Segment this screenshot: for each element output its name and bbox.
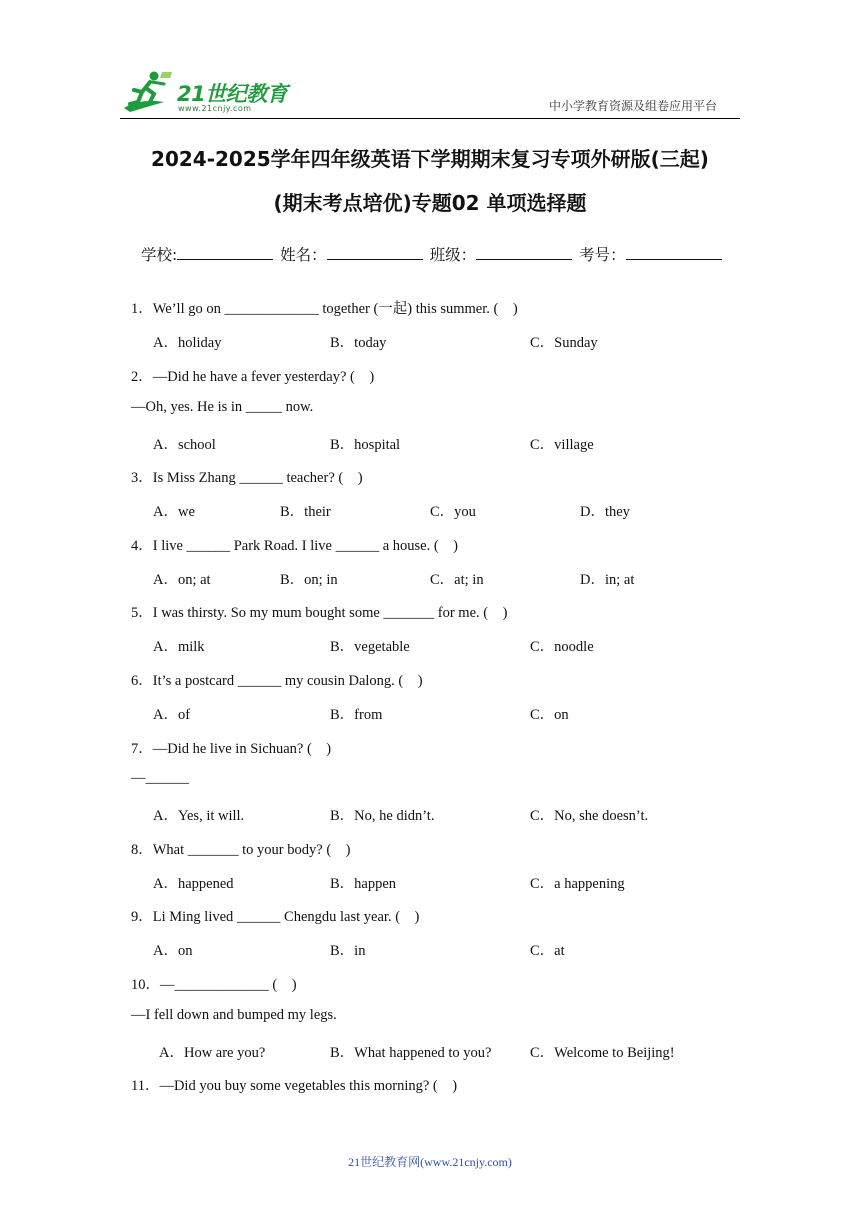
question-stem: 3．Is Miss Zhang ______ teacher? ( ) [131, 470, 363, 486]
option: C．at; in [430, 572, 484, 588]
question-stem: 5．I was thirsty. So my mum bought some _______ for me. ( ) [131, 605, 508, 621]
document-subtitle: (期末考点培优)专题02 单项选择题 [273, 191, 587, 215]
option: B．happen [330, 876, 397, 892]
option: A．on [153, 943, 193, 959]
option: B．in [330, 943, 366, 959]
logo-text: 21世纪教育 [177, 82, 288, 106]
question-reply: —Oh, yes. He is in _____ now. [131, 399, 314, 415]
option: A．happened [153, 876, 234, 892]
question-reply: —I fell down and bumped my legs. [131, 1007, 337, 1023]
question-stem: 8．What _______ to your body? ( ) [131, 842, 351, 858]
option: C．you [430, 504, 476, 520]
option: C．Sunday [530, 335, 598, 351]
logo [120, 68, 290, 118]
logo-url: www.21cnjy.com [178, 104, 252, 113]
question-stem: 9．Li Ming lived ______ Chengdu last year. ( ) [131, 909, 420, 925]
number-label: 考号： [579, 246, 626, 264]
option: D．in; at [580, 572, 635, 588]
option: A．How are you? [159, 1045, 266, 1061]
option: B．vegetable [330, 639, 410, 655]
name-label: 姓名： [280, 246, 327, 264]
class-label: 班级： [429, 246, 477, 264]
question-reply: —______ [131, 770, 189, 786]
question-stem: 7．—Did he live in Sichuan? ( ) [131, 741, 332, 757]
class-blank[interactable] [476, 243, 572, 260]
option: B．from [330, 707, 383, 723]
runner-logo-icon [120, 68, 180, 116]
option: B．today [330, 335, 387, 351]
option: B．hospital [330, 437, 401, 453]
question-stem: 10．—_____________ ( ) [131, 977, 297, 993]
option: C．noodle [530, 639, 594, 655]
page-header [0, 0, 860, 120]
option: C．at [530, 943, 565, 959]
header-divider [120, 118, 740, 119]
option: A．on; at [153, 572, 211, 588]
option: C．Welcome to Beijing! [530, 1045, 675, 1061]
school-blank[interactable] [177, 243, 273, 260]
document-title: 2024-2025学年四年级英语下学期期末复习专项外研版(三起) [151, 147, 709, 171]
option: B．on; in [280, 572, 338, 588]
option: A．school [153, 437, 216, 453]
option: B．No, he didn’t. [330, 808, 435, 824]
name-blank[interactable] [327, 243, 423, 260]
option: B．their [280, 504, 331, 520]
option: A．holiday [153, 335, 222, 351]
question-stem: 1．We’ll go on _____________ together (一起) this summer. ( ) [131, 301, 518, 317]
option: A．Yes, it will. [153, 808, 245, 824]
option: C．No, she doesn’t. [530, 808, 649, 824]
page-footer: 21世纪教育网(www.21cnjy.com) [348, 1155, 512, 1169]
question-stem: 2．—Did he have a fever yesterday? ( ) [131, 369, 375, 385]
option: B．What happened to you? [330, 1045, 492, 1061]
platform-label: 中小学教育资源及组卷应用平台 [549, 99, 718, 113]
student-info [141, 243, 724, 265]
question-stem: 4．I live ______ Park Road. I live ______ a house. ( ) [131, 538, 459, 554]
option: C．a happening [530, 876, 625, 892]
number-blank[interactable] [626, 243, 722, 260]
question-stem: 6．It’s a postcard ______ my cousin Dalong. ( ) [131, 673, 423, 689]
question-stem: 11．—Did you buy some vegetables this morning? ( ) [131, 1078, 458, 1094]
option: A．we [153, 504, 195, 520]
option: D．they [580, 504, 630, 520]
option: C．village [530, 437, 594, 453]
option: C．on [530, 707, 569, 723]
school-label: 学校: [141, 246, 178, 264]
option: A．of [153, 707, 191, 723]
option: A．milk [153, 639, 205, 655]
